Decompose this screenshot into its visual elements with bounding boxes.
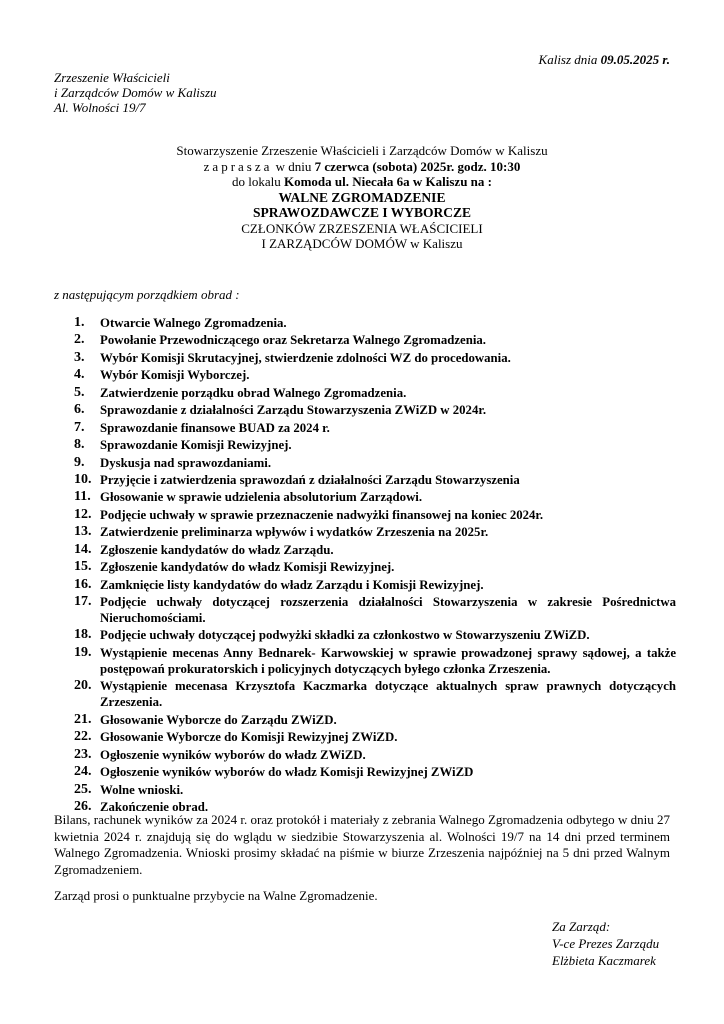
agenda-item-text: Zakończenie obrad. — [100, 799, 209, 814]
signature-line-1: Za Zarząd: — [552, 919, 611, 934]
document-date — [539, 52, 670, 68]
agenda-item-text: Podjęcie uchwały w sprawie przeznaczenie nadwyżki finansowej na koniec 2024r. — [100, 507, 544, 522]
agenda-item-number: 20. — [74, 678, 92, 694]
agenda-item — [54, 332, 676, 348]
agenda-item — [54, 437, 676, 453]
agenda-item — [54, 385, 676, 401]
agenda-item-text: Ogłoszenie wyników wyborów do władz Komisji Rewizyjnej ZWiZD — [100, 765, 474, 780]
agenda-item-text: Wystąpienie mecenasa Krzysztofa Kaczmarka dotyczące aktualnych spraw prawnych dotyczących Zrzeszenia. — [100, 679, 676, 710]
agenda-item — [54, 524, 676, 540]
agenda-item-number: 22. — [74, 729, 92, 745]
agenda-item — [54, 455, 676, 471]
agenda-item-text: Zatwierdzenie preliminarza wpływów i wydatków Zrzeszenia na 2025r. — [100, 525, 489, 540]
agenda-item-text: Głosowanie w sprawie udzielenia absolutorium Zarządowi. — [100, 490, 423, 505]
meeting-title-4: I ZARZĄDCÓW DOMÓW w Kaliszu — [261, 236, 463, 251]
agenda-item — [54, 489, 676, 505]
agenda-item-number: 5. — [74, 384, 85, 400]
agenda-item — [54, 645, 676, 677]
meeting-title-3: CZŁONKÓW ZRZESZENIA WŁAŚCICIELI — [241, 220, 483, 236]
agenda-item-number: 7. — [74, 419, 85, 435]
agenda-item-text: Zamknięcie listy kandydatów do władz Zarządu i Komisji Rewizyjnej. — [100, 577, 484, 592]
sender-line: Al. Wolności 19/7 — [54, 100, 146, 115]
meeting-title-1: WALNE ZGROMADZENIE — [278, 189, 446, 205]
meeting-title-2: SPRAWOZDAWCZE I WYBORCZE — [252, 205, 472, 220]
agenda-item-text: Wybór Komisji Wyborczej. — [100, 368, 250, 383]
agenda-item-number: 21. — [74, 711, 92, 727]
sender-line: Zrzeszenie Właścicieli — [54, 70, 170, 85]
day-prefix: w dniu — [275, 158, 312, 174]
agenda-item-text: Wolne wnioski. — [100, 782, 184, 797]
notice-paragraph: Bilans, rachunek wyników za 2024 r. oraz protokół i materiały z zebrania Walnego Zgromadzenia odbytego w dniu 27 kwietnia 2024 r. znajdują się do wglądu w siedzibie Stowarzyszenia al. Wolności 19/7 na 14 dni przed terminem Walnego Zgromadzenia. Wnioski prosimy składać na piśmie w biurze Zrzeszenia najpóźniej na 5 dni przed Walnym Zgromadzeniem. — [54, 812, 670, 877]
agenda-item-text: Przyjęcie i zatwierdzenia sprawozdań z działalności Zarządu Stowarzyszenia — [100, 472, 520, 487]
agenda-item-number: 19. — [74, 644, 92, 660]
place-prefix: do lokalu — [231, 174, 281, 189]
agenda-intro: z następującym porządkiem obrad : — [54, 287, 240, 302]
agenda-item-text: Dyskusja nad sprawozdaniami. — [100, 455, 272, 470]
agenda-item — [54, 402, 676, 418]
meeting-place: Komoda ul. Niecała 6a w Kaliszu na : — [283, 174, 492, 189]
agenda-item — [54, 420, 676, 436]
agenda-item-text: Głosowanie Wyborcze do Zarządu ZWiZD. — [100, 712, 337, 727]
agenda-item-text: Zgłoszenie kandydatów do władz Zarządu. — [100, 542, 334, 557]
agenda-item — [54, 559, 676, 575]
agenda-item-number: 8. — [74, 437, 85, 453]
agenda-item — [54, 627, 676, 643]
agenda-item-number: 6. — [74, 402, 85, 418]
agenda-item — [54, 729, 676, 745]
agenda-item-text: Powołanie Przewodniczącego oraz Sekretarza Walnego Zgromadzenia. — [100, 333, 486, 348]
agenda-item-text: Sprawozdanie z działalności Zarządu Stowarzyszenia ZWiZD w 2024r. — [100, 403, 487, 418]
invitation-line-date — [0, 159, 724, 175]
closing-line: Zarząd prosi o punktualne przybycie na Walne Zgromadzenie. — [54, 888, 378, 903]
agenda-item-number: 17. — [74, 594, 92, 609]
signature-block — [552, 918, 659, 969]
agenda-item-number: 12. — [74, 506, 92, 522]
agenda-item-number: 10. — [74, 471, 92, 487]
agenda-item-text: Głosowanie Wyborcze do Komisji Rewizyjnej ZWiZD. — [100, 730, 398, 745]
agenda-item-text: Ogłoszenie wyników wyborów do władz ZWiZD. — [100, 747, 366, 762]
sender-address — [54, 70, 217, 115]
invitation-line-place — [0, 174, 724, 190]
sender-line: i Zarządców Domów w Kaliszu — [54, 85, 217, 100]
agenda-item-number: 1. — [74, 315, 85, 330]
agenda-list — [54, 315, 676, 816]
agenda-item-number: 2. — [74, 332, 85, 348]
agenda-item-number: 15. — [74, 559, 92, 575]
agenda-item-text: Sprawozdanie Komisji Rewizyjnej. — [100, 438, 292, 453]
agenda-item-text: Wybór Komisji Skrutacyjnej, stwierdzenie zdolności WZ do procedowania. — [100, 350, 511, 365]
agenda-item-number: 14. — [74, 541, 92, 557]
signature-line-2: V-ce Prezes Zarządu — [552, 936, 660, 951]
agenda-item-number: 11. — [74, 489, 91, 505]
agenda-item — [54, 782, 676, 798]
agenda-item-number: 24. — [74, 764, 92, 780]
agenda-item-text: Podjęcie uchwały dotyczącej rozszerzenia działalności Stowarzyszenia w zakresie Pośrednictwa Nieruchomościami. — [100, 595, 676, 625]
agenda-item-text: Podjęcie uchwały dotyczącej podwyżki składki za członkostwo w Stowarzyszeniu ZWiZD. — [100, 628, 590, 643]
agenda-item — [54, 367, 676, 383]
agenda-item-text: Zatwierdzenie porządku obrad Walnego Zgromadzenia. — [100, 385, 407, 400]
invitation-line-organization: Stowarzyszenie Zrzeszenie Właścicieli i Zarządców Domów w Kaliszu — [176, 143, 548, 158]
agenda-item — [54, 315, 676, 331]
agenda-item — [54, 350, 676, 366]
agenda-item-number: 26. — [74, 798, 92, 814]
agenda-item-number: 3. — [74, 349, 85, 365]
agenda-item-number: 23. — [74, 746, 92, 762]
agenda-item-text: Wystąpienie mecenas Anny Bednarek- Karwowskiej w sprawie prowadzonej sprawy sądowej, a także postępowań prokuratorskich i policyjnych dotyczących byłego członka Zrzeszenia. — [100, 645, 676, 676]
agenda-item — [54, 542, 676, 558]
agenda-item-number: 25. — [74, 781, 92, 797]
agenda-item-text: Zgłoszenie kandydatów do władz Komisji Rewizyjnej. — [100, 560, 395, 575]
agenda-item-text: Otwarcie Walnego Zgromadzenia. — [100, 316, 287, 330]
meeting-date: 7 czerwca (sobota) 2025r. godz. 10:30 — [314, 158, 521, 174]
agenda-item — [54, 507, 676, 523]
date-value: 09.05.2025 r. — [600, 52, 670, 67]
agenda-item — [54, 764, 676, 780]
invites-word: zaprasza — [203, 158, 273, 174]
agenda-item — [54, 747, 676, 763]
agenda-item-number: 9. — [74, 454, 85, 470]
agenda-item — [54, 594, 676, 626]
signature-line-3: Elżbieta Kaczmarek — [552, 953, 656, 968]
agenda-item-number: 13. — [74, 524, 92, 540]
agenda-item-number: 4. — [74, 367, 85, 383]
agenda-item — [54, 678, 676, 710]
date-prefix: Kalisz dnia — [538, 52, 598, 67]
agenda-item-number: 18. — [74, 627, 92, 643]
agenda-item-number: 16. — [74, 576, 92, 592]
agenda-item — [54, 472, 676, 488]
agenda-item-text: Sprawozdanie finansowe BUAD za 2024 r. — [100, 420, 330, 435]
invitation-block — [0, 143, 724, 252]
agenda-item — [54, 577, 676, 593]
agenda-item — [54, 712, 676, 728]
